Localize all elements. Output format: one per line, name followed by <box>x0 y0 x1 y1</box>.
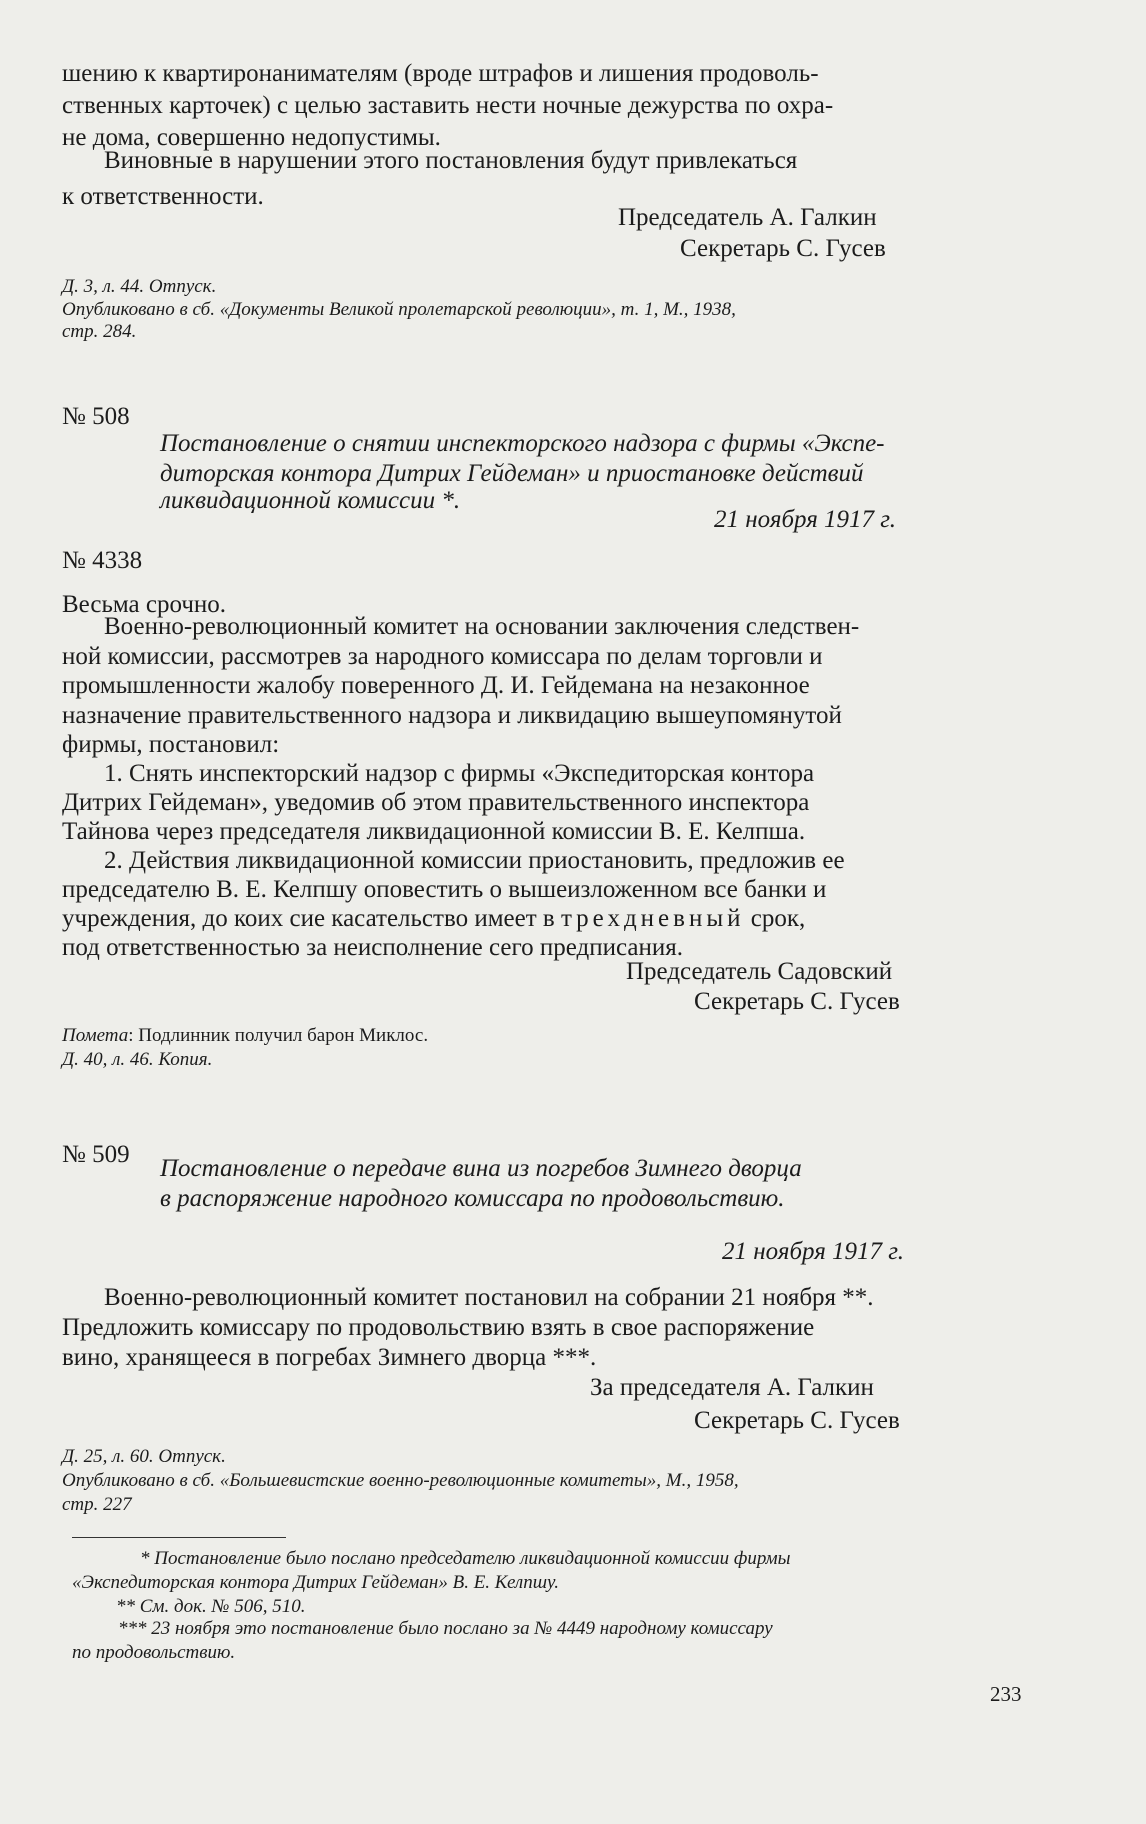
footnote-divider <box>72 1537 286 1538</box>
document-number: № 508 <box>62 403 130 430</box>
document-title: Постановление о передаче вина из погребов Зимнего дворца <box>160 1155 802 1182</box>
text-line: Тайнова через председателя ликвидационной комиссии В. Е. Келпша. <box>62 818 806 845</box>
footnote: * Постановление было послано председателю ликвидационной комиссии фирмы <box>140 1548 791 1569</box>
source-line: Опубликовано в сб. «Большевистские военно-революционные комитеты», М., 1958, <box>62 1470 739 1491</box>
text-line: шению к квартиронанимателям (вроде штрафов и лишения продоволь- <box>62 60 819 87</box>
text-line: ной комиссии, рассмотрев за народного комиссара по делам торговли и <box>62 643 823 670</box>
footnote: по продовольствию. <box>72 1642 236 1663</box>
signature-chairman: Председатель Садовский <box>626 958 893 985</box>
note-line <box>62 1025 428 1047</box>
source-line: Опубликовано в сб. «Документы Великой пролетарской революции», т. 1, М., 1938, <box>62 299 736 320</box>
document-number: № 509 <box>62 1141 130 1168</box>
signature-chairman: Председатель А. Галкин <box>618 204 877 231</box>
footnote: ** См. док. № 506, 510. <box>116 1596 306 1617</box>
text-line: 1. Снять инспекторский надзор с фирмы «Экспедиторская контора <box>104 760 815 787</box>
signature-secretary: Секретарь С. Гусев <box>680 235 886 262</box>
text-line: Предложить комиссару по продовольствию взять в свое распоряжение <box>62 1314 815 1341</box>
text-line: под ответственностью за неисполнение сего предписания. <box>62 934 683 961</box>
text-line: Дитрих Гейдеман», уведомив об этом правительственного инспектора <box>62 789 810 816</box>
text-line: промышленности жалобу поверенного Д. И. Гейдемана на незаконное <box>62 672 810 699</box>
document-date: 21 ноября 1917 г. <box>722 1238 904 1265</box>
signature-secretary: Секретарь С. Гусев <box>694 1407 900 1434</box>
footnote: «Экспедиторская контора Дитрих Гейдеман» В. Е. Келпшу. <box>72 1572 560 1593</box>
source-line: Д. 40, л. 46. Копия. <box>62 1049 213 1070</box>
text-fragment: срок, <box>750 905 806 932</box>
source-line: Д. 25, л. 60. Отпуск. <box>62 1446 226 1467</box>
document-title: Постановление о снятии инспекторского надзора с фирмы «Экспе- <box>160 430 885 457</box>
note-text: : Подлинник получил барон Миклос. <box>128 1025 429 1046</box>
text-line: вино, хранящееся в погребах Зимнего дворца ***. <box>62 1344 597 1371</box>
text-line: Военно-революционный комитет на основании заключения следствен- <box>104 613 860 640</box>
document-title: диторская контора Дитрих Гейдеман» и приостановке действий <box>160 460 864 487</box>
urgency-note: Весьма срочно. <box>62 591 227 618</box>
text-line: Виновные в нарушении этого постановления будут привлекаться <box>104 147 798 174</box>
document-title: ликвидационной комиссии *. <box>160 487 461 514</box>
source-line: Д. 3, л. 44. Отпуск. <box>62 276 217 297</box>
emphasized-word: трехдневный <box>560 905 745 932</box>
signature-chairman: За председателя А. Галкин <box>590 1374 874 1401</box>
text-line: ственных карточек) с целью заставить нести ночные дежурства по охра- <box>62 92 834 119</box>
page-number: 233 <box>990 1682 1022 1706</box>
note-label: Помета <box>62 1025 129 1046</box>
text-line: не дома, совершенно недопустимы. <box>62 124 441 151</box>
text-line: к ответственности. <box>62 183 264 210</box>
text-line: назначение правительственного надзора и ликвидацию вышеупомянутой <box>62 702 842 729</box>
footnote: *** 23 ноября это постановление было послано за № 4449 народному комиссару <box>118 1618 773 1639</box>
text-line: председателю В. Е. Келпшу оповестить о вышеизложенном все банки и <box>62 876 827 903</box>
signature-secretary: Секретарь С. Гусев <box>694 988 900 1015</box>
text-line <box>62 905 805 933</box>
text-line: Военно-революционный комитет постановил на собрании 21 ноября **. <box>104 1284 874 1311</box>
source-line: стр. 227 <box>62 1494 132 1515</box>
document-date: 21 ноября 1917 г. <box>714 506 896 533</box>
text-fragment: учреждения, до коих сие касательство имеет в <box>62 905 555 932</box>
text-line: 2. Действия ликвидационной комиссии приостановить, предложив ее <box>104 847 845 874</box>
text-line: фирмы, постановил: <box>62 731 280 758</box>
document-title: в распоряжение народного комиссара по продовольствию. <box>160 1185 785 1212</box>
outgoing-number: № 4338 <box>62 547 143 574</box>
source-line: стр. 284. <box>62 321 137 342</box>
